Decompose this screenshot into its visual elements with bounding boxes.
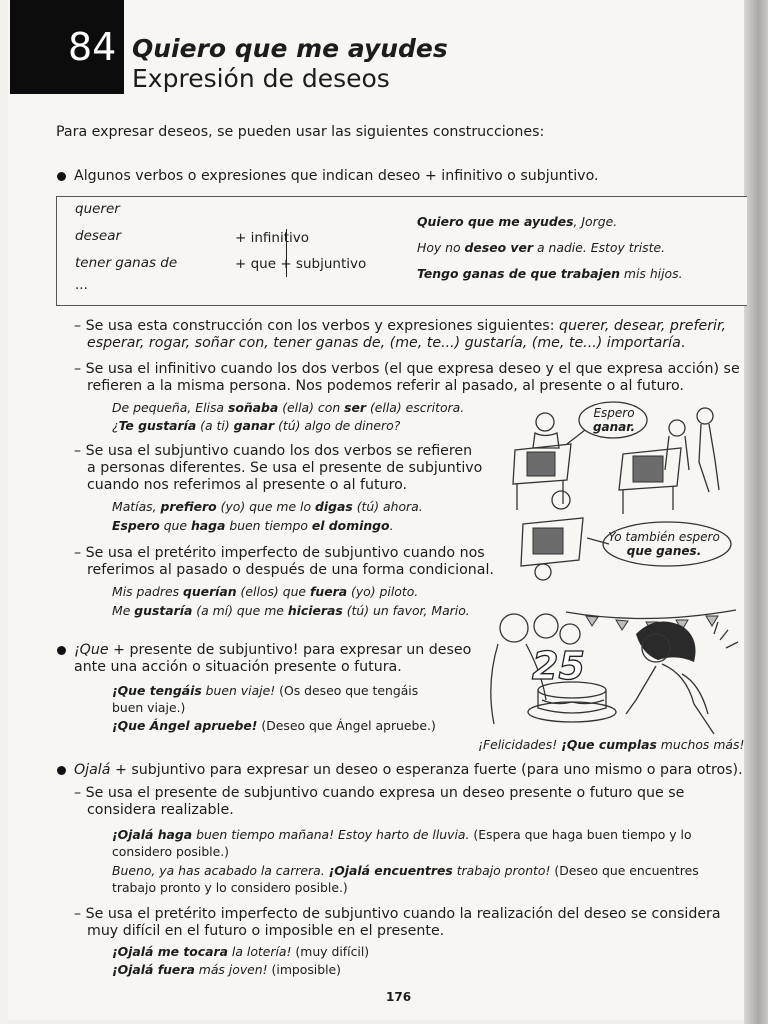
form-subjuntivo: + que + subjuntivo xyxy=(235,256,367,272)
bubble-tail xyxy=(567,430,585,444)
table-example-2: Hoy no deseo ver a nadie. Estoy triste. xyxy=(417,240,666,255)
rule1-line1: – Se usa esta construcción con los verbos y expresiones siguientes: querer, desear, preferir, xyxy=(74,318,727,334)
chapter-number: 84 xyxy=(68,25,117,69)
guest-head xyxy=(560,624,580,644)
chessboard xyxy=(633,456,663,482)
intro-text: Para expresar deseos, se pueden usar las siguientes construcciones: xyxy=(56,124,545,140)
bullet-dot xyxy=(57,646,66,655)
rule5-example2-note: trabajo pronto y lo considero posible.) xyxy=(112,880,348,895)
bullet-dot xyxy=(57,172,66,181)
rule2-example2: ¿Te gustaría (a ti) ganar (tú) algo de dinero? xyxy=(112,418,401,433)
rule4-line1: – Se usa el pretérito imperfecto de subjuntivo cuando nos xyxy=(74,545,485,561)
cake-candle-number: 25 xyxy=(532,644,585,688)
rule5-example1: ¡Ojalá haga buen tiempo mañana! Estoy harto de lluvia. (Espera que haga buen tiempo y lo xyxy=(112,827,692,842)
spectator-body xyxy=(665,436,689,470)
rule3-line3: cuando nos referimos al presente o al futuro. xyxy=(87,477,408,493)
rule3-line1: – Se usa el subjuntivo cuando los dos verbos se refieren xyxy=(74,443,473,459)
rule4-example1: Mis padres querían (ellos) que fuera (yo) piloto. xyxy=(112,584,419,599)
rule5-line1: – Se usa el presente de subjuntivo cuando expresa un deseo presente o futuro que se xyxy=(74,785,685,801)
table-example-3: Tengo ganas de que trabajen mis hijos. xyxy=(417,266,683,281)
bullet1-text: Algunos verbos o expresiones que indican deseo + infinitivo o subjuntivo. xyxy=(74,168,599,184)
player-head xyxy=(552,491,570,509)
chapter-title: Quiero que me ayudes xyxy=(132,34,448,63)
spectator-head xyxy=(697,408,713,424)
chapter-subtitle: Expresión de deseos xyxy=(132,64,390,93)
page-number: 176 xyxy=(386,990,412,1004)
spectator-head xyxy=(669,420,685,436)
rule3-example1: Matías, prefiero (yo) que me lo digas (tú) ahora. xyxy=(112,499,423,514)
guest-head xyxy=(534,614,558,638)
cake-plate xyxy=(528,702,616,722)
cake-decoration xyxy=(542,700,604,704)
bubble2-text: Yo también espero que ganes. xyxy=(608,530,720,558)
guest-head xyxy=(500,614,528,642)
spectator-body xyxy=(699,424,719,492)
form-infinitivo: + infinitivo xyxy=(235,230,310,246)
rule3-example2: Espero que haga buen tiempo el domingo. xyxy=(112,518,394,533)
chapter-number-block xyxy=(10,0,124,94)
girl-arm xyxy=(682,674,708,714)
bubble1-text: Espero ganar. xyxy=(592,406,636,434)
rule4-example2: Me gustaría (a mí) que me hicieras (tú) un favor, Mario. xyxy=(112,603,470,618)
rule6-example2: ¡Ojalá fuera más joven! (imposible) xyxy=(112,962,342,977)
bullet2-example2: ¡Que Ángel apruebe! (Deseo que Ángel apruebe.) xyxy=(112,718,436,733)
chessboard xyxy=(527,452,555,476)
table-leg xyxy=(517,480,563,510)
verb-querer: querer xyxy=(75,201,120,217)
verb-desear: desear xyxy=(75,228,122,244)
bullet2-line1: ¡Que + presente de subjuntivo! para expresar un deseo xyxy=(74,642,472,658)
player-head xyxy=(536,413,554,431)
bullet-dot xyxy=(57,766,66,775)
rule1-line2: esperar, rogar, soñar con, tener ganas de, (me, te...) gustaría, (me, te...) importaría. xyxy=(87,335,686,351)
rule5-line2: considera realizable. xyxy=(87,802,234,818)
rule2-line1: – Se usa el infinitivo cuando los dos verbos (el que expresa deseo y el que expresa acción) se xyxy=(74,361,740,377)
rule5-example2: Bueno, ya has acabado la carrera. ¡Ojalá encuentres trabajo pronto! (Deseo que encuentres xyxy=(112,863,699,878)
bullet2-example1-note: buen viaje.) xyxy=(112,700,186,715)
birthday-caption: ¡Felicidades! ¡Que cumplas muchos más! xyxy=(478,737,745,752)
bullet2-line2: ante una acción o situación presente o futura. xyxy=(74,659,402,675)
book-spine xyxy=(744,0,768,1024)
verb-tener-ganas: tener ganas de xyxy=(75,255,178,271)
verb-more: ... xyxy=(75,277,88,293)
girl-body xyxy=(626,664,714,734)
rule6-example1: ¡Ojalá me tocara la lotería! (muy difícil) xyxy=(112,944,370,959)
rule2-line2: refieren a la misma persona. Nos podemos referir al pasado, al presente o al futuro. xyxy=(87,378,684,394)
rule2-example1: De pequeña, Elisa soñaba (ella) con ser (ella) escritora. xyxy=(112,400,465,415)
rule6-line1: – Se usa el pretérito imperfecto de subjuntivo cuando la realización del deseo se considera xyxy=(74,906,721,922)
table-example-1: Quiero que me ayudes, Jorge. xyxy=(417,214,618,229)
rule3-line2: a personas diferentes. Se usa el presente de subjuntivo xyxy=(87,460,483,476)
construction-table xyxy=(56,196,747,306)
birthday-illustration xyxy=(486,604,744,740)
waving-hand xyxy=(714,622,738,648)
rule4-line2: referimos al pasado o después de una forma condicional. xyxy=(87,562,494,578)
chessboard xyxy=(533,528,563,554)
bullet3-line1: Ojalá + subjuntivo para expresar un deseo o esperanza fuerte (para uno mismo o para otros). xyxy=(74,762,743,778)
rule5-example1-note: considero posible.) xyxy=(112,844,230,859)
table-leg xyxy=(623,486,673,514)
player-head xyxy=(535,564,551,580)
bullet2-example1: ¡Que tengáis buen viaje! (Os deseo que tengáis xyxy=(112,683,419,698)
rule6-line2: muy difícil en el futuro o imposible en el presente. xyxy=(87,923,445,939)
